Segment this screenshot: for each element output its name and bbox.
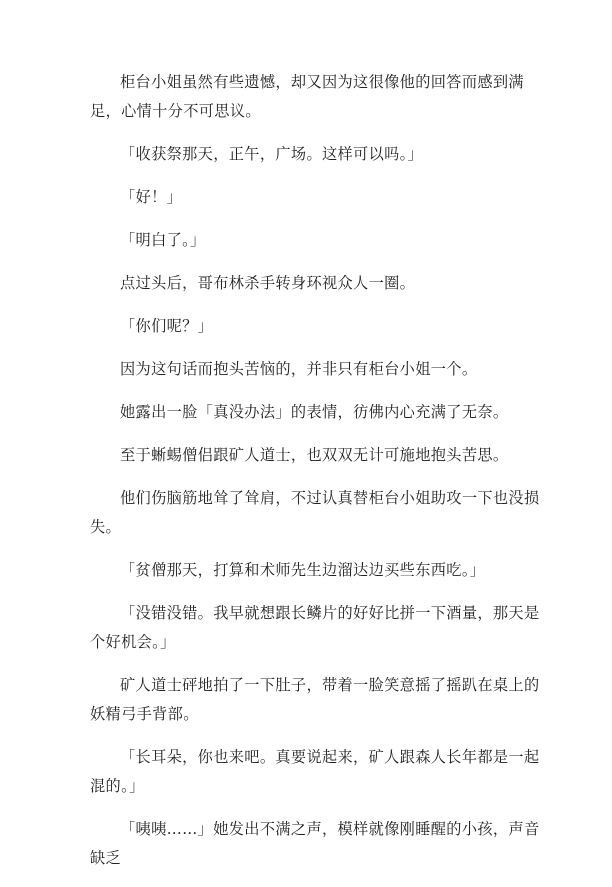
paragraph: 「你们呢？」: [120, 317, 214, 335]
document-body: [90, 68, 552, 887]
paragraph: 他们伤脑筋地耸了耸肩，不过认真替柜台小姐助攻一下也没损失。: [90, 489, 540, 536]
paragraph: 「明白了。」: [120, 231, 206, 249]
paragraph: 至于蜥蜴僧侣跟矿人道士，也双双无计可施地抱头苦思。: [120, 446, 509, 464]
paragraph: 「贫僧那天，打算和术师先生边溜达边买些东西吃。」: [120, 561, 486, 579]
paragraph: 「咦咦……」她发出不满之声，模样就像刚睡醒的小孩，声音缺乏: [90, 820, 540, 867]
paragraph: 她露出一脸「真没办法」的表情，彷佛内心充满了无奈。: [120, 403, 509, 421]
paragraph: 「收获祭那天，正午，广场。这样可以吗。」: [120, 145, 424, 163]
paragraph: 「好！」: [120, 188, 183, 206]
paragraph: 矿人道士砰地拍了一下肚子，带着一脸笑意摇了摇趴在桌上的妖精弓手背部。: [90, 676, 540, 723]
paragraph: 点过头后，哥布林杀手转身环视众人一圈。: [120, 274, 416, 292]
paragraph: 「长耳朵，你也来吧。真要说起来，矿人跟森人长年都是一起混的。」: [90, 748, 540, 795]
paragraph: 柜台小姐虽然有些遗憾，却又因为这很像他的回答而感到满足，心情十分不可思议。: [90, 73, 524, 120]
paragraph: 「没错没错。我早就想跟长鳞片的好好比拼一下酒量，那天是个好机会。」: [90, 604, 540, 651]
paragraph: 因为这句话而抱头苦恼的，并非只有柜台小姐一个。: [120, 360, 478, 378]
